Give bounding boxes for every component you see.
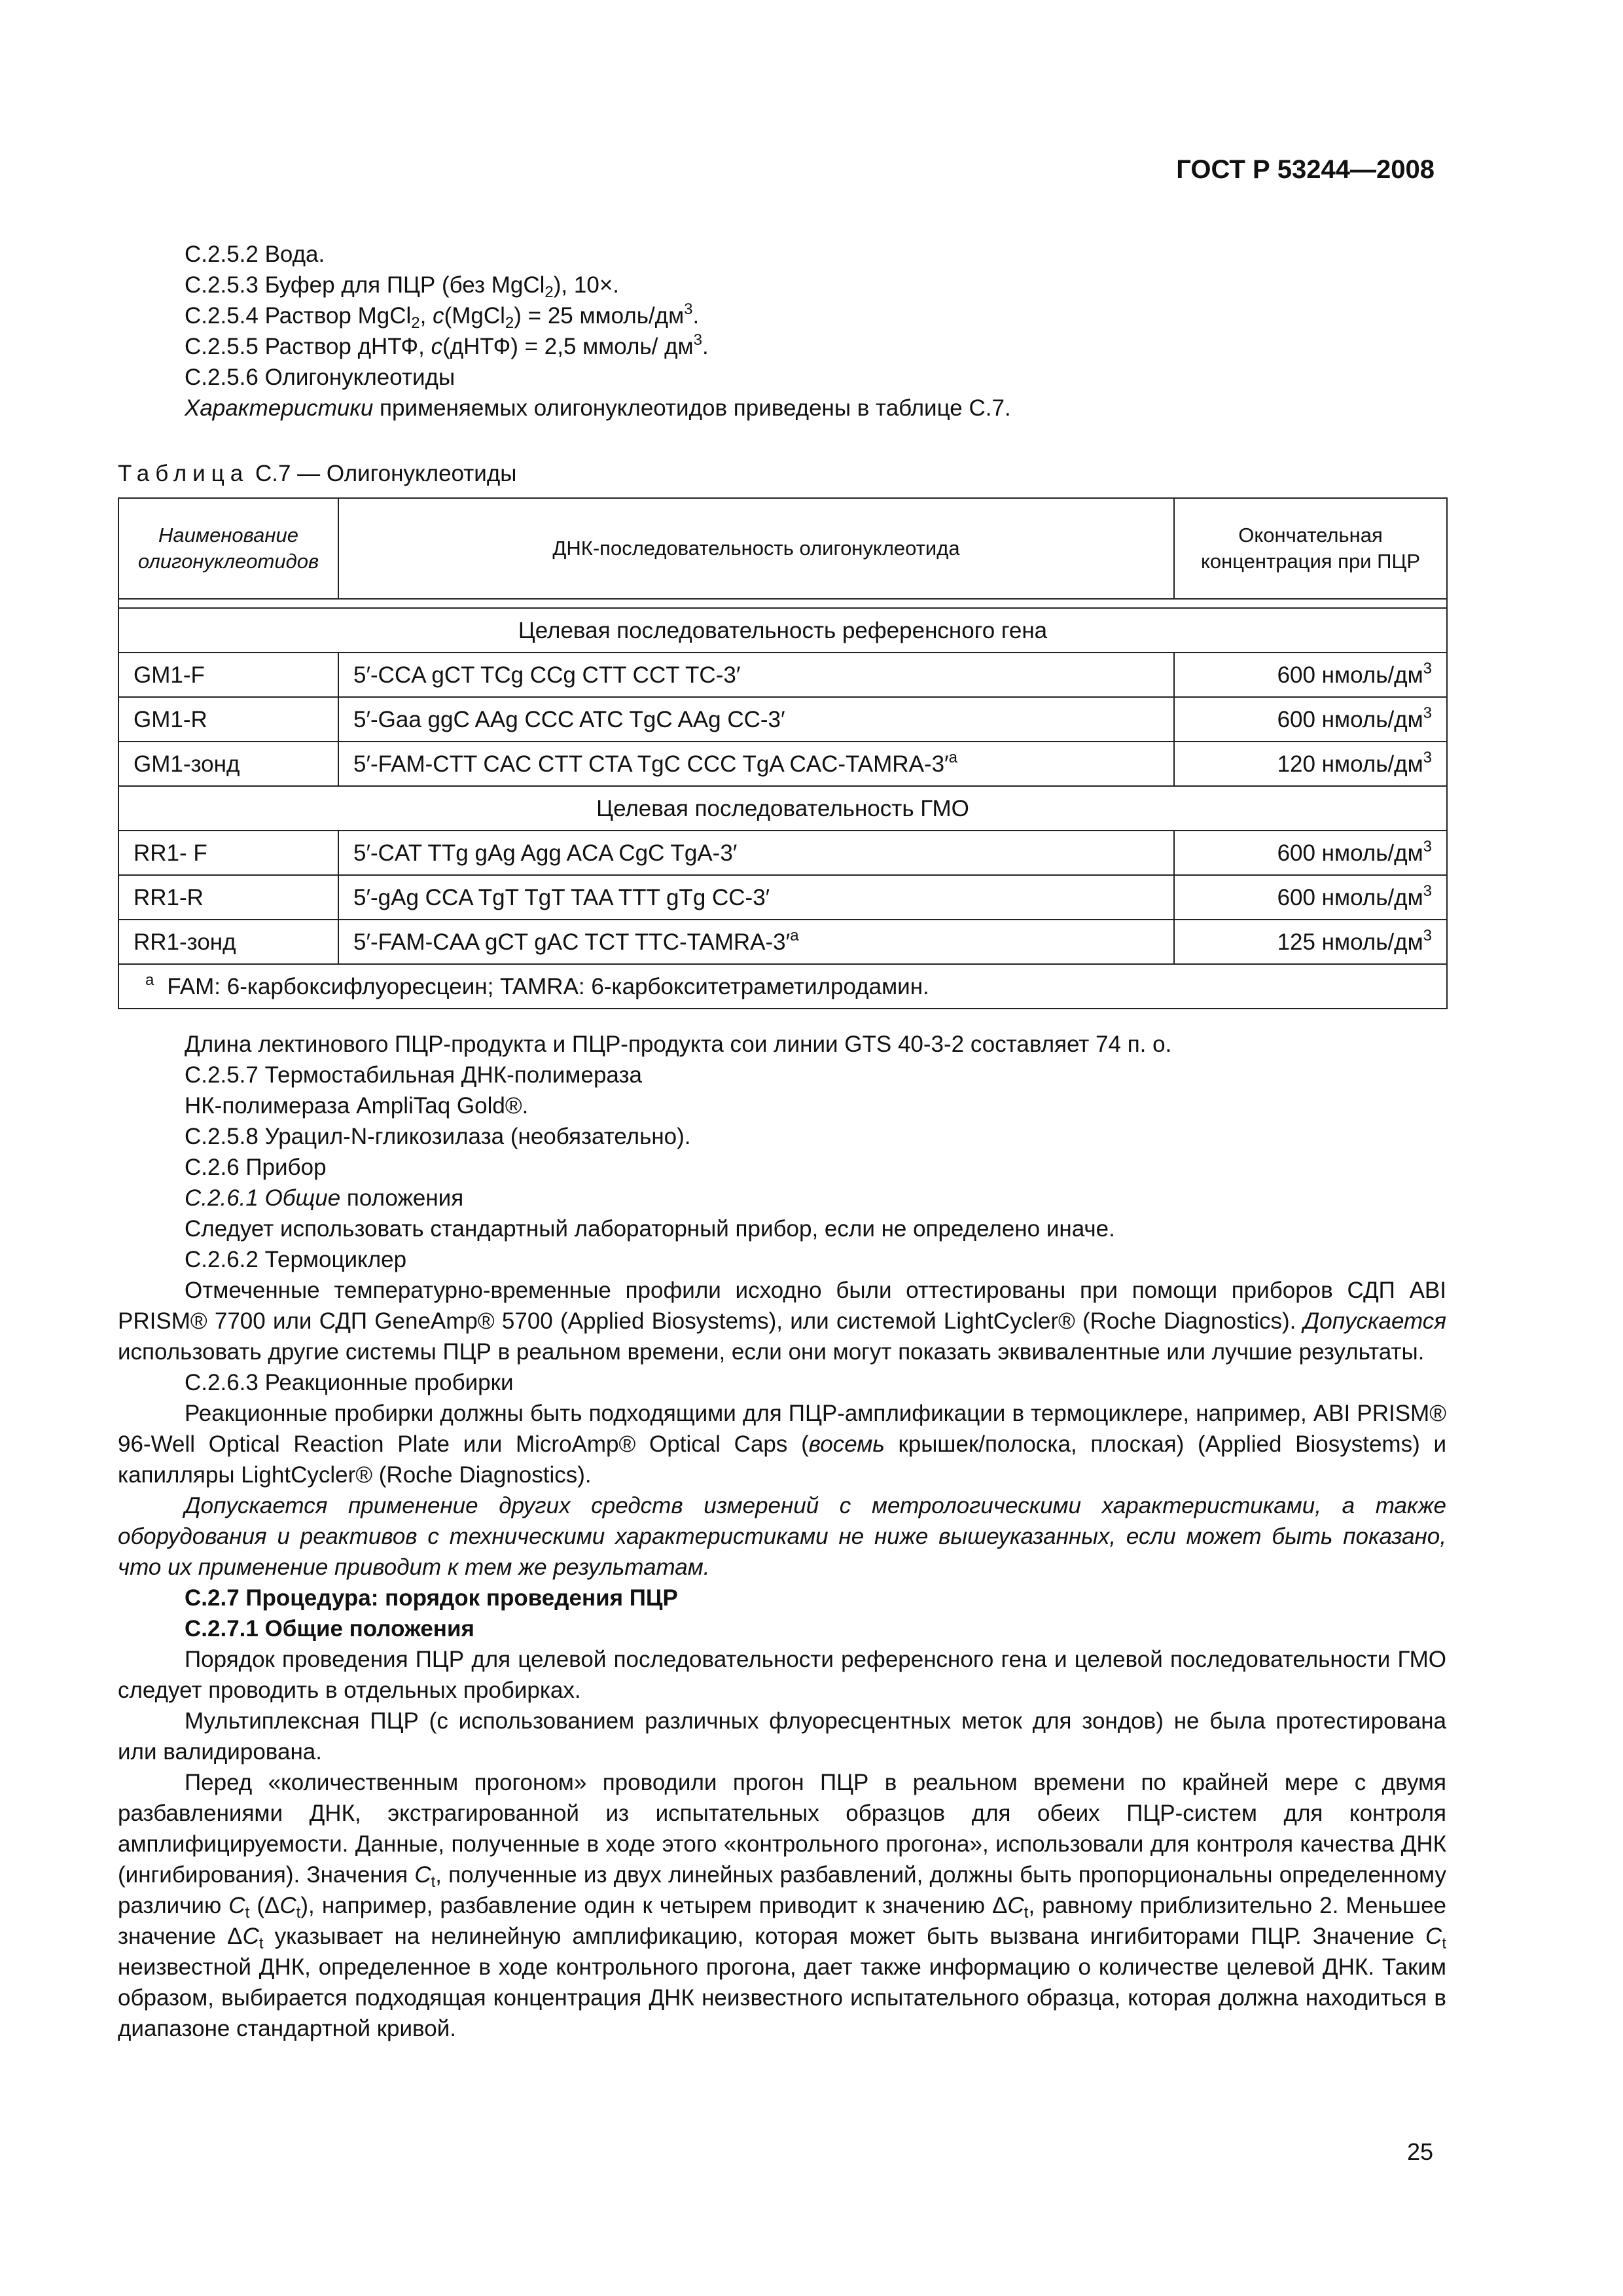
oligo-sequence: 5′-gAg CCA TgT TgT TAA TTT gTg CC-3′ — [338, 875, 1174, 920]
oligo-name: RR1-R — [118, 875, 338, 920]
oligo-concentration: 120 нмоль/$дм^3$ — [1174, 742, 1447, 786]
oligo-sequence: 5′-FAM-CAA gCT gAC TCT TTC-$TAMRA-3'^a$ — [338, 920, 1174, 964]
item-buffer: С.2.5.3 Буфер для ПЦР (без MgCl$_2$), 10×. — [185, 272, 619, 301]
oligo-concentration: 600 нмоль/$дм^3$ — [1174, 697, 1447, 742]
item-dntp: С.2.5.5 Раствор дНТФ, c(дНТФ) = 2,5 ммоль/ $дм^3$. — [185, 331, 709, 359]
table-header-row — [118, 498, 1447, 599]
paragraph: Следует использовать стандартный лабораторный прибор, если не определено иначе. — [185, 1216, 1115, 1242]
section-heading: С.2.7 Процедура: порядок проведения ПЦР — [185, 1585, 678, 1611]
oligo-sequence: 5′-CCA gCT TCg CCg CTT CCT TC-3′ — [338, 653, 1174, 697]
subsection-heading: С.2.5.8 Урацил-N-гликозилаза (необязательно). — [185, 1124, 691, 1149]
document-code: ГОСТ Р 53244—2008 — [1176, 155, 1435, 184]
section-title: Целевая последовательность ГМО — [118, 786, 1447, 831]
header-sequence: ДНК-последовательность олигонуклеотида — [338, 498, 1174, 599]
oligo-name: RR1- F — [118, 831, 338, 875]
oligo-sequence: 5′-CAT TTg gAg Agg ACA CgC TgA-3′ — [338, 831, 1174, 875]
subsection-heading: С.2.5.7 Термостабильная ДНК-полимераза — [185, 1062, 642, 1088]
table-caption: Таблица С.7 — Олигонуклеотиды — [118, 461, 517, 486]
oligo-name: GM1-F — [118, 653, 338, 697]
item-mgcl2: С.2.5.4 Раствор MgCl$_2$, c(MgCl$_2$) = 25 ммоль/$дм^3$. — [185, 300, 700, 332]
subsection-heading: С.2.6 Прибор — [185, 1155, 327, 1180]
table-row — [118, 920, 1447, 964]
paragraph: Отмеченные температурно-временные профили исходно были оттестированы при помощи приборов СДП ABI PRISM® 7700 или СДП GeneAmp® 5700 (Applied Biosystems), или системой LightCycler® (Roche Diagnostics). Допускается использовать другие системы ПЦР в реальном времени, если они могут показать эквивалентные или лучшие результаты. — [118, 1278, 1446, 1365]
table-row — [118, 831, 1447, 875]
table-footnote: $^a$ FAM: 6-карбоксифлуоресцеин; TAMRA: 6-карбокситетраметилродамин. — [118, 964, 1447, 1009]
subsection-heading: С.2.6.3 Реакционные пробирки — [185, 1370, 514, 1395]
paragraph: Мультиплексная ПЦР (с использованием различных флуоресцентных меток для зондов) не была протестирована или валидирована. — [118, 1708, 1446, 1765]
oligo-name: RR1-зонд — [118, 920, 338, 964]
oligo-name: GM1-R — [118, 697, 338, 742]
subsection-heading: С.2.6.2 Термоциклер — [185, 1247, 407, 1272]
oligo-reference: Характеристики применяемых олигонуклеотидов приведены в таблице С.7. — [185, 395, 1011, 421]
body-text — [118, 1029, 1446, 2044]
paragraph: НК-полимераза AmpliTaq Gold®. — [185, 1093, 529, 1119]
item-water: С.2.5.2 Вода. — [185, 242, 325, 267]
paragraph: Порядок проведения ПЦР для целевой последовательности референсного гена и целевой последовательности ГМО следует проводить в отдельных пробирках. — [118, 1647, 1446, 1703]
page-number: 25 — [1406, 2138, 1433, 2165]
oligo-concentration: 600 нмоль/$дм^3$ — [1174, 875, 1447, 920]
table-row — [118, 697, 1447, 742]
oligonucleotide-table — [118, 497, 1448, 1009]
subsection-heading: С.2.6.1 Общие положения — [185, 1185, 464, 1211]
paragraph: Допускается применение других средств измерений с метрологическими характеристиками, а также оборудования и реактивов с техническими характеристиками не ниже вышеуказанных, если может быть показано, что их применение приводит к тем же результатам. — [118, 1493, 1446, 1580]
oligo-concentration: 600 нмоль/$дм^3$ — [1174, 831, 1447, 875]
section-title: Целевая последовательность референсного гена — [118, 608, 1447, 653]
subsection-heading: С.2.7.1 Общие положения — [185, 1616, 474, 1641]
item-oligos: С.2.5.6 Олигонуклеотиды — [185, 365, 455, 390]
intro-section — [118, 239, 1446, 423]
table-row — [118, 742, 1447, 786]
table-row — [118, 653, 1447, 697]
section-row — [118, 786, 1447, 831]
header-name: Наименование олигонуклеотидов — [118, 498, 338, 599]
table-footnote-row — [118, 964, 1447, 1009]
paragraph: Реакционные пробирки должны быть подходящими для ПЦР-амплификации в термоциклере, например, ABI PRISM® 96-Well Optical Reaction Plate или MicroAmp® Optical Caps (восемь крышек/полоска, плоская) (Applied Biosystems) и капилляры LightCycler® (Roche Diagnostics). — [118, 1401, 1446, 1488]
header-concentration: Окончательная концентрация при ПЦР — [1174, 498, 1447, 599]
section-row — [118, 608, 1447, 653]
paragraph: Перед «количественным прогоном» проводили прогон ПЦР в реальном времени по крайней мере с двумя разбавлениями ДНК, экстрагированной из испытательных образцов для обеих ПЦР-систем для контроля амплифицируемости. Данные, полученные в ходе этого «контрольного прогона», использовали для контроля качества ДНК (ингибирования). Значения $C_t$, полученные из двух линейных разбавлений, должны быть пропорциональны определенному различию $C_t$ $(\Delta C_t)$, например, разбавление один к четырем приводит к значению $\Delta C_t$, равному приблизительно 2. Меньшее значение $\Delta C_t$ указывает на нелинейную амплификацию, которая может быть вызвана ингибиторами ПЦР. Значение $C_t$ неизвестной ДНК, определенное в ходе контрольного прогона, дает также информацию о количестве целевой ДНК. Таким образом, выбирается подходящая концентрация ДНК неизвестного испытательного образца, которая должна находиться в диапазоне стандартной кривой. — [118, 1770, 1447, 2041]
oligo-name: GM1-зонд — [118, 742, 338, 786]
oligo-concentration: 600 нмоль/$дм^3$ — [1174, 653, 1447, 697]
oligo-sequence: 5′-FAM-CTT CAC CTT CTA TgC CCC TgA CAC-$TAMRA-3'^a$ — [338, 742, 1174, 786]
oligo-sequence: 5′-Gaa ggC AAg CCC ATC TgC AAg CC-3′ — [338, 697, 1174, 742]
table-row — [118, 875, 1447, 920]
paragraph: Длина лектинового ПЦР-продукта и ПЦР-продукта сои линии GTS 40-3-2 составляет 74 п. о. — [185, 1031, 1172, 1057]
oligo-concentration: 125 нмоль/$дм^3$ — [1174, 920, 1447, 964]
